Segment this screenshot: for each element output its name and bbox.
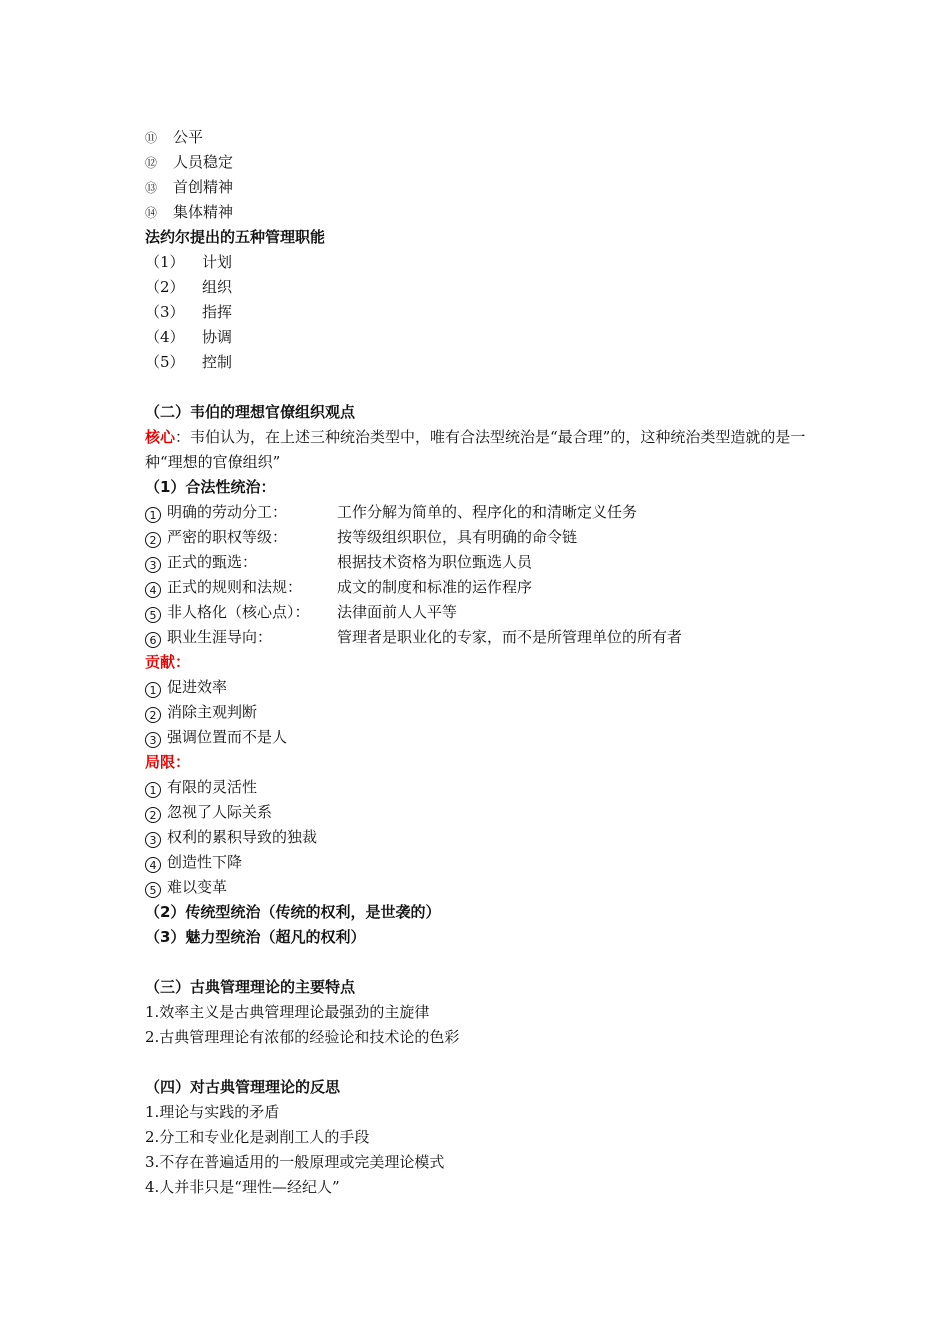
limitation-item [145, 800, 825, 825]
fayol-item-text: 组织 [202, 278, 233, 296]
fayol-item-number: （1） [145, 253, 185, 271]
limitation-label: 局限： [145, 753, 191, 771]
principle-number: ⑫ [145, 156, 158, 170]
limitation-item [145, 850, 825, 875]
fayol-heading: 法约尔提出的五种管理职能 [145, 228, 326, 246]
circled-number: 1 [145, 682, 161, 698]
legal-desc: 工作分解为简单的、程序化的和清晰定义任务 [337, 503, 638, 521]
fayol-item-number: （2） [145, 278, 185, 296]
legal-term: 明确的劳动分工： [167, 503, 288, 521]
weber-heading: （二）韦伯的理想官僚组织观点 [145, 403, 356, 421]
contribution-label: 贡献： [145, 653, 191, 671]
contribution-text: 消除主观判断 [167, 703, 258, 721]
legal-item [145, 600, 825, 625]
legal-desc: 管理者是职业化的专家，而不是所管理单位的所有者 [337, 628, 683, 646]
limitation-item [145, 775, 825, 800]
principle-text: 人员稳定 [173, 153, 234, 171]
circled-number: 1 [145, 782, 161, 798]
circled-number: 4 [145, 857, 161, 873]
circled-number: 4 [145, 582, 161, 598]
legal-desc: 成文的制度和标准的运作程序 [337, 578, 533, 596]
principle-text: 首创精神 [173, 178, 234, 196]
fayol-item-text: 控制 [202, 353, 233, 371]
principle-text: 公平 [173, 128, 204, 146]
legal-item [145, 525, 825, 550]
fayol-item-text: 协调 [202, 328, 233, 346]
legal-item [145, 575, 825, 600]
principle-number: ⑪ [145, 131, 158, 145]
principle-14 [145, 200, 825, 225]
circled-number: 3 [145, 832, 161, 848]
legal-term: 正式的规则和法规： [167, 578, 303, 596]
limitation-text: 难以变革 [167, 878, 228, 896]
principle-13 [145, 175, 825, 200]
circled-number: 2 [145, 532, 161, 548]
charismatic-rule-heading: （3）魅力型统治（超凡的权利） [145, 928, 366, 946]
contribution-item [145, 675, 825, 700]
fayol-item [145, 325, 825, 350]
circled-number: 1 [145, 507, 161, 523]
legal-term: 职业生涯导向： [167, 628, 273, 646]
fayol-item [145, 275, 825, 300]
principle-12 [145, 150, 825, 175]
fayol-item-text: 计划 [202, 253, 233, 271]
circled-number: 6 [145, 632, 161, 648]
weber-core-paragraph [145, 425, 815, 475]
classical-item: 2.古典管理理论有浓郁的经验论和技术论的色彩 [145, 1028, 460, 1046]
circled-number: 2 [145, 707, 161, 723]
circled-number: 5 [145, 882, 161, 898]
legal-term: 非人格化（核心点）： [167, 603, 310, 621]
limitation-text: 有限的灵活性 [167, 778, 258, 796]
contribution-text: 促进效率 [167, 678, 228, 696]
legal-desc: 法律面前人人平等 [337, 603, 458, 621]
contribution-item [145, 725, 825, 750]
legal-item [145, 550, 825, 575]
spacer [145, 1050, 825, 1075]
fayol-item-number: （4） [145, 328, 185, 346]
limitation-text: 忽视了人际关系 [167, 803, 273, 821]
spacer [145, 950, 825, 975]
legal-desc: 按等级组织职位，具有明确的命令链 [337, 528, 578, 546]
limitation-text: 创造性下降 [167, 853, 243, 871]
limitation-item [145, 875, 825, 900]
reflection-heading: （四）对古典管理理论的反思 [145, 1078, 341, 1096]
legal-desc: 根据技术资格为职位甄选人员 [337, 553, 533, 571]
legal-term: 正式的甄选： [167, 553, 258, 571]
fayol-item-text: 指挥 [202, 303, 233, 321]
fayol-item-number: （3） [145, 303, 185, 321]
classical-heading: （三）古典管理理论的主要特点 [145, 978, 356, 996]
principle-text: 集体精神 [173, 203, 234, 221]
circled-number: 3 [145, 732, 161, 748]
reflection-item: 2.分工和专业化是剥削工人的手段 [145, 1128, 370, 1146]
core-label: 核心 [145, 428, 176, 446]
principle-number: ⑭ [145, 206, 158, 220]
fayol-item [145, 350, 825, 375]
circled-number: 3 [145, 557, 161, 573]
legal-item [145, 500, 825, 525]
circled-number: 2 [145, 807, 161, 823]
spacer [145, 375, 825, 400]
legal-term: 严密的职权等级： [167, 528, 288, 546]
fayol-item [145, 250, 825, 275]
legal-heading: （1）合法性统治： [145, 478, 276, 496]
limitation-item [145, 825, 825, 850]
legal-item [145, 625, 825, 650]
fayol-item [145, 300, 825, 325]
classical-item: 1.效率主义是古典管理理论最强劲的主旋律 [145, 1003, 430, 1021]
contribution-text: 强调位置而不是人 [167, 728, 288, 746]
reflection-item: 4.人并非只是“理性—经纪人” [145, 1178, 340, 1196]
principle-number: ⑬ [145, 181, 158, 195]
core-text: ：韦伯认为，在上述三种统治类型中，唯有合法型统治是“最合理”的，这种统治类型造就的是一种“理想的官僚组织” [145, 428, 806, 471]
limitation-text: 权利的累积导致的独裁 [167, 828, 318, 846]
traditional-rule-heading: （2）传统型统治（传统的权利，是世袭的） [145, 903, 441, 921]
reflection-item: 3.不存在普遍适用的一般原理或完美理论模式 [145, 1153, 445, 1171]
contribution-item [145, 700, 825, 725]
reflection-item: 1.理论与实践的矛盾 [145, 1103, 280, 1121]
circled-number: 5 [145, 607, 161, 623]
document-content [145, 125, 825, 1200]
fayol-item-number: （5） [145, 353, 185, 371]
principle-11 [145, 125, 825, 150]
